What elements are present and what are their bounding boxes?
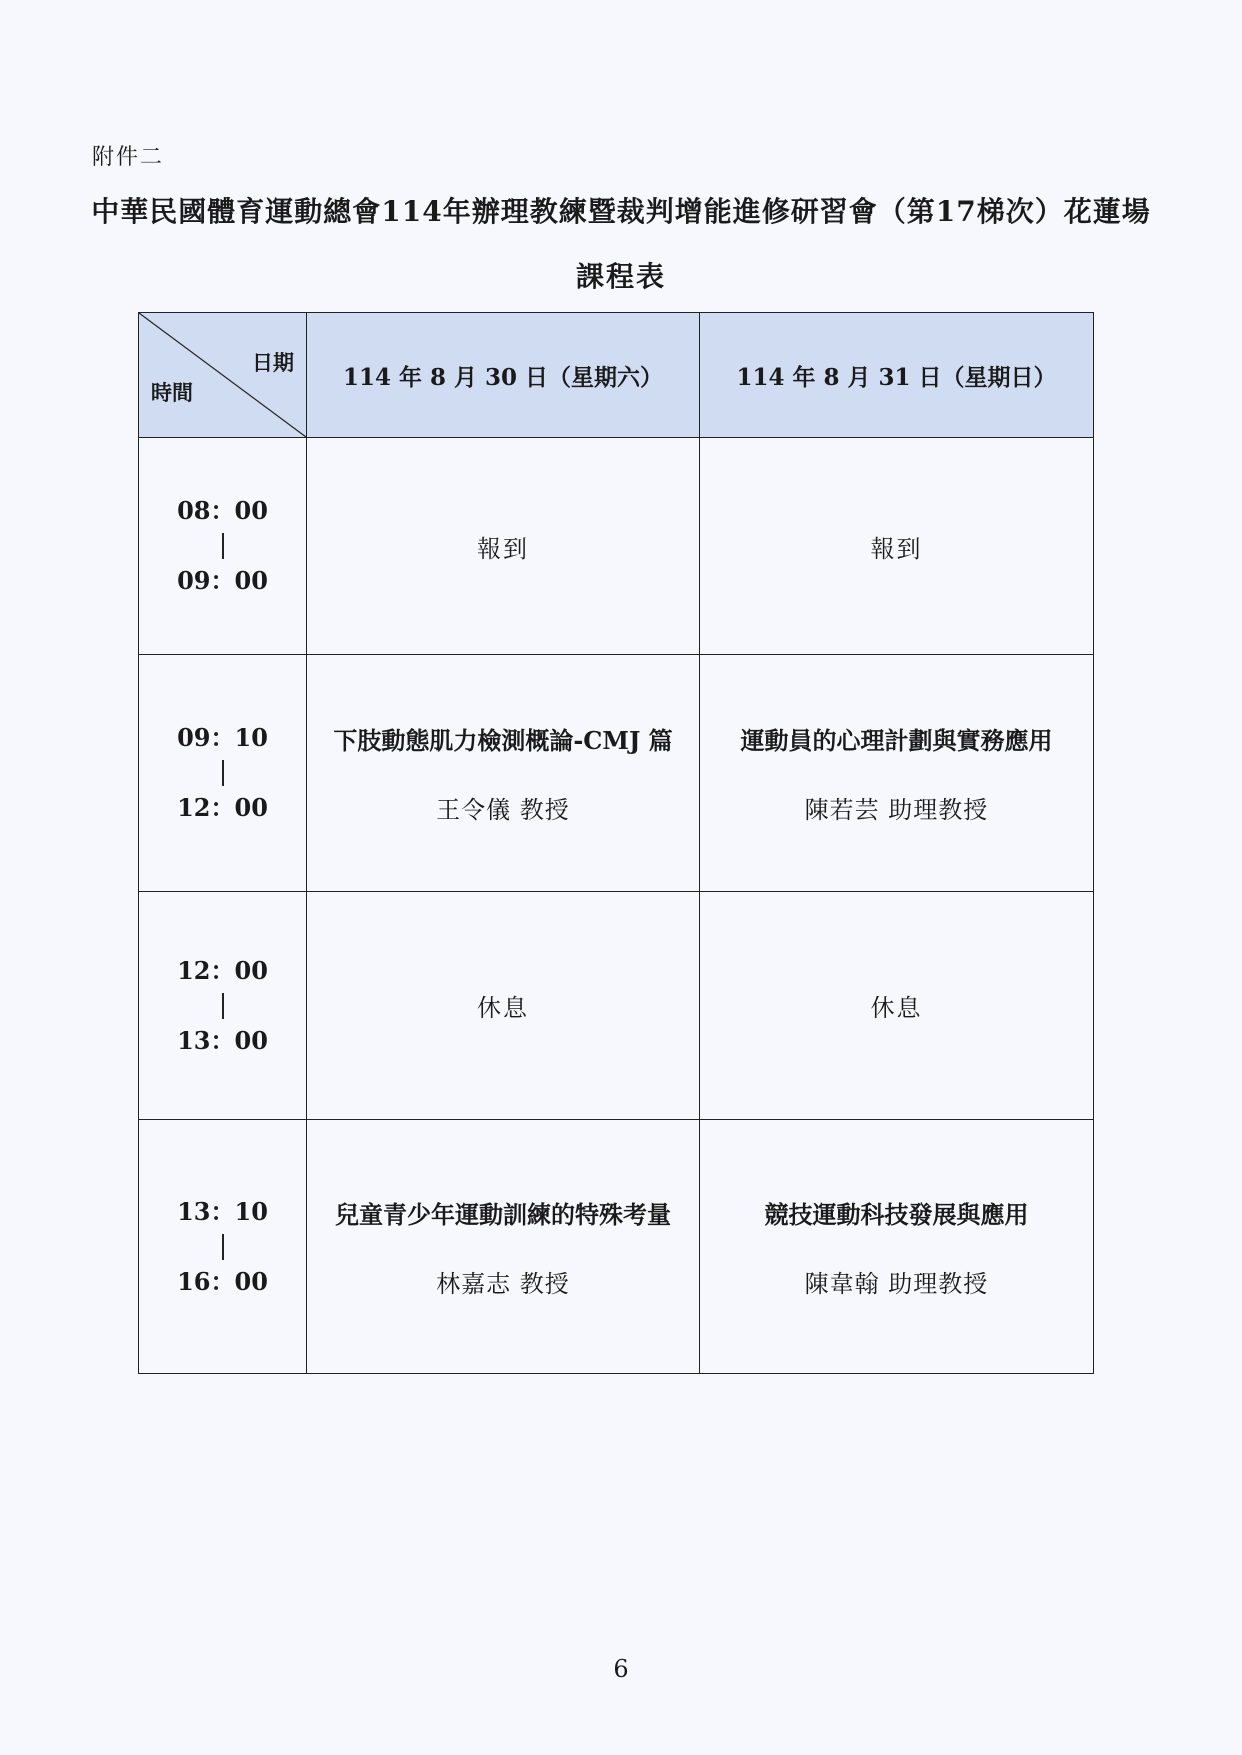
speaker-name: 陳若芸 助理教授: [804, 796, 989, 824]
time-end: 13：00: [177, 1025, 268, 1055]
session-cell: [700, 438, 1094, 655]
session-cell: [307, 655, 700, 892]
time-start: 09：10: [177, 723, 268, 752]
table-header-row: [139, 313, 1094, 438]
time-end: 16：00: [177, 1266, 268, 1296]
time-separator: [222, 993, 224, 1019]
document-subtitle: 課程表: [575, 260, 666, 293]
time-cell: [139, 438, 307, 655]
time-cell: [139, 1120, 307, 1374]
time-separator: [222, 1234, 224, 1260]
course-title: 兒童青少年運動訓練的特殊考量: [335, 1199, 671, 1229]
time-end: 12：00: [177, 793, 268, 822]
speaker-name: 王令儀 教授: [436, 796, 570, 824]
course-title: 下肢動態肌力檢測概論-CMJ 篇: [333, 726, 673, 755]
corner-date-label: 日期: [252, 350, 294, 375]
course-title: 運動員的心理計劃與實務應用: [740, 726, 1053, 755]
table-row: [139, 438, 1094, 655]
page-number: 6: [613, 1655, 629, 1683]
activity-label: 報到: [477, 534, 529, 563]
time-separator: [222, 533, 224, 559]
session-cell: [700, 655, 1094, 892]
day-header-1: 114 年 8 月 30 日（星期六）: [307, 313, 700, 438]
speaker-name: 陳韋翰 助理教授: [804, 1269, 989, 1298]
time-separator: [222, 760, 224, 786]
attachment-label: 附件二: [92, 145, 165, 170]
time-start: 12：00: [177, 955, 268, 985]
day-header-2: 114 年 8 月 31 日（星期日）: [700, 313, 1094, 438]
activity-label: 休息: [477, 994, 529, 1022]
table-row: [139, 1120, 1094, 1374]
session-cell: [307, 892, 700, 1120]
session-cell: [307, 438, 700, 655]
course-title: 競技運動科技發展與應用: [764, 1199, 1029, 1229]
schedule-table: [138, 312, 1094, 1374]
corner-time-label: 時間: [151, 380, 193, 405]
table-row: [139, 655, 1094, 892]
time-start: 08：00: [177, 496, 268, 525]
activity-label: 休息: [870, 994, 923, 1022]
speaker-name: 林嘉志 教授: [436, 1269, 570, 1298]
time-start: 13：10: [177, 1196, 268, 1226]
corner-header-cell: [139, 313, 307, 438]
time-cell: [139, 655, 307, 892]
time-cell: [139, 892, 307, 1120]
session-cell: [307, 1120, 700, 1374]
document-title: 中華民國體育運動總會114年辦理教練暨裁判增能進修研習會（第17梯次）花蓮場: [91, 195, 1151, 228]
activity-label: 報到: [870, 534, 923, 563]
time-end: 09：00: [177, 566, 268, 595]
session-cell: [700, 1120, 1094, 1374]
session-cell: [700, 892, 1094, 1120]
table-row: [139, 892, 1094, 1120]
